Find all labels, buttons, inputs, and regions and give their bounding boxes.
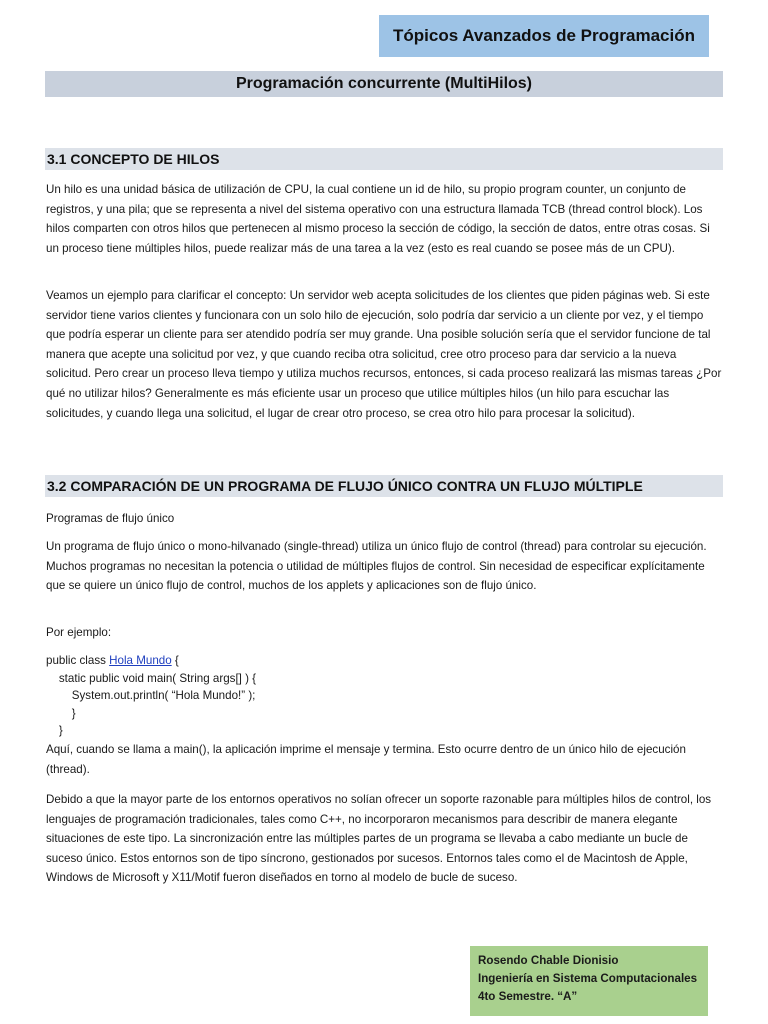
- section-2-paragraph-1: Un programa de flujo único o mono-hilvanado (single-thread) utiliza un único flujo de control (thread) para controlar su ejecución. Muchos programas no necesitan la potencia o utilidad de múltiples flujos de control. Sin necesidad de especificar explícitamente que se quiere un único flujo de control, muchos de los applets y aplicaciones son de flujo único.: [46, 540, 707, 593]
- code-block: [46, 652, 256, 740]
- code-line-5: }: [46, 724, 63, 738]
- code-line-1-suffix: {: [171, 654, 179, 667]
- section-2-paragraph-3: Debido a que la mayor parte de los entornos operativos no solían ofrecer un soporte razonable para múltiples hilos de control, los lenguajes de programación tradicionales, tales como C++, no incorporaron mecanismos para describir de manera elegante situaciones de este tipo. La sincronización entre las múltiples partes de un programa se llevaba a cabo mediante un bucle de suceso único. Estos entornos son de tipo síncrono, gestionados por sucesos. Entornos tales como el de Macintosh de Apple, Windows de Microsoft y X11/Motif fueron diseñados en torno al modelo de bucle de suceso.: [46, 793, 712, 885]
- section-2-heading-bar: [45, 475, 723, 497]
- section-2-subheading: Programas de flujo único: [46, 512, 175, 525]
- example-label: Por ejemplo:: [46, 626, 112, 639]
- course-title-box: [379, 15, 709, 57]
- author-career: Ingeniería en Sistema Computacionales: [478, 972, 698, 985]
- section-1-paragraph-1: Un hilo es una unidad básica de utilización de CPU, la cual contiene un id de hilo, su propio program counter, un conjunto de registros, y una pila; que se representa a nivel del sistema operativo con una estructura llamada TCB (thread control block). Los hilos comparten con otros hilos que pertenecen al mismo proceso la sección de código, la sección de datos, entre otras cosas. Si un proceso tiene múltiples hilos, puede realizar más de una tarea a la vez (esto es real cuando se posee más de un CPU).: [46, 183, 710, 255]
- document-title: Programación concurrente (MultiHilos): [235, 75, 533, 92]
- section-1-heading-bar: [45, 148, 723, 170]
- author-semester: 4to Semestre. “A”: [478, 990, 578, 1003]
- code-line-1-prefix: public class: [46, 654, 110, 667]
- section-1-heading: 3.1 CONCEPTO DE HILOS: [47, 151, 220, 167]
- section-2-paragraph-2: Aquí, cuando se llama a main(), la aplicación imprime el mensaje y termina. Esto ocurre dentro de un único hilo de ejecución (thread).: [46, 743, 686, 776]
- section-1-paragraph-2: Veamos un ejemplo para clarificar el concepto: Un servidor web acepta solicitudes de los clientes que piden páginas web. Si este servidor tiene varios clientes y funcionara con un solo hilo de ejecución, solo podría dar servicio a un cliente por vez, y el tiempo que podría esperar un cliente para ser atendido podría ser muy grande. Una posible solución sería que el servidor funcione de tal manera que acepte una solicitud por vez, y que cuando reciba otra solicitud, cree otro proceso para dar servicio a la nueva solicitud. Pero crear un proceso lleva tiempo y utiliza muchos recursos, entonces, si cada proceso realizará las mismas tareas ¿Por qué no utilizar hilos? Generalmente es más eficiente usar un proceso que utilice múltiples hilos (un hilo para escuchar las solicitudes, y cuando llega una solicitud, el lugar de crear otro proceso, se crea otro hilo para procesar la solicitud).: [46, 289, 722, 420]
- hola-mundo-link[interactable]: Hola Mundo: [109, 654, 172, 667]
- code-line-4: }: [46, 706, 76, 720]
- course-title: Tópicos Avanzados de Programación: [393, 26, 695, 45]
- code-line-1: [46, 652, 256, 670]
- author-name: Rosendo Chable Dionisio: [478, 954, 619, 967]
- section-2-heading: 3.2 COMPARACIÓN DE UN PROGRAMA DE FLUJO ÚNICO CONTRA UN FLUJO MÚLTIPLE: [47, 478, 643, 494]
- code-line-2: static public void main( String args[] ) {: [46, 671, 257, 685]
- document-title-bar: [45, 71, 723, 97]
- code-line-3: System.out.println( “Hola Mundo!” );: [46, 689, 256, 703]
- author-info-box: [470, 946, 708, 1016]
